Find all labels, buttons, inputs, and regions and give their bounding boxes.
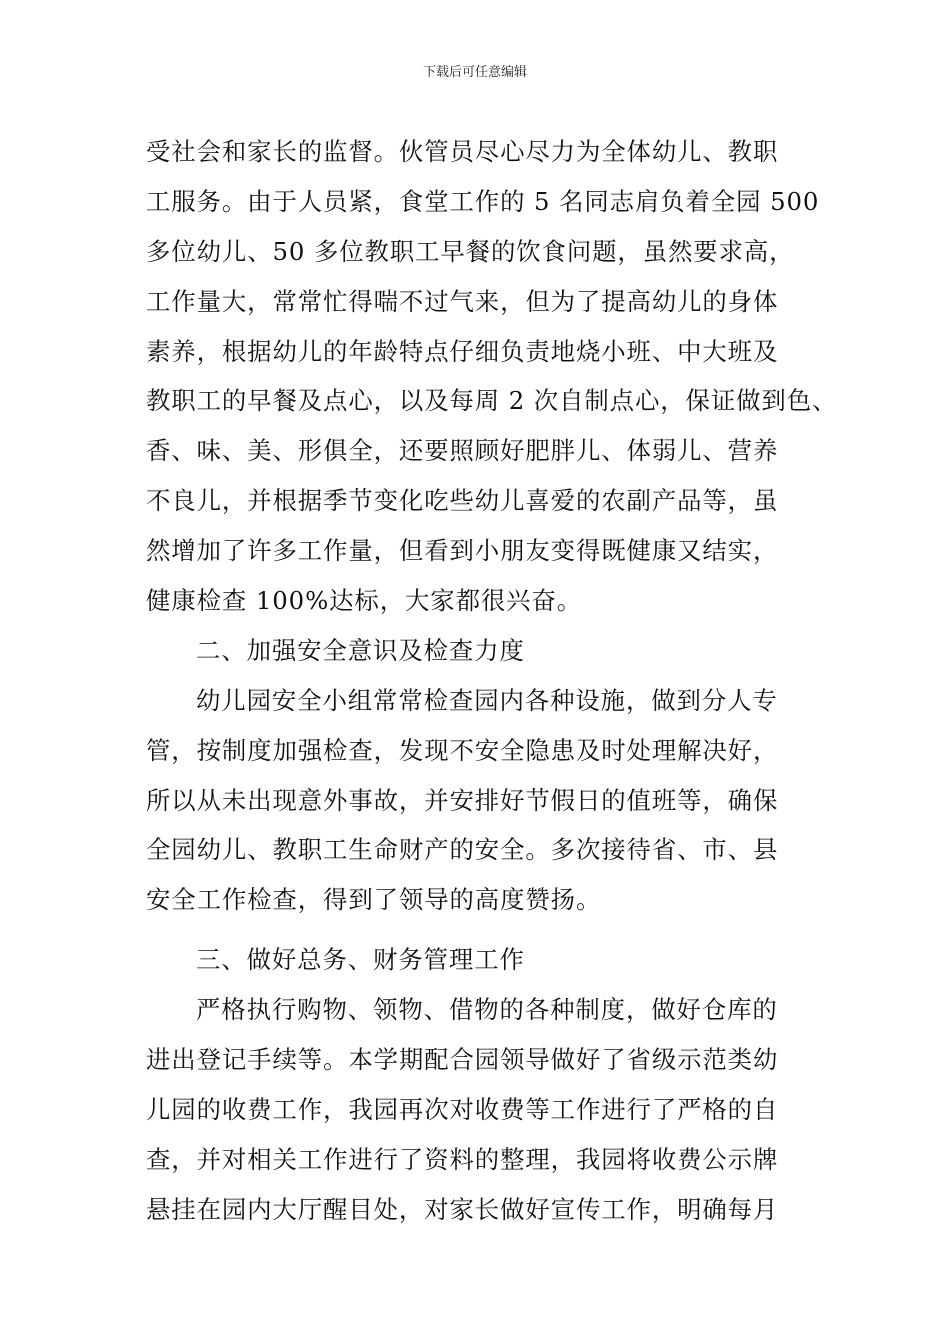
paragraph-line: 素养，根据幼儿的年龄特点仔细负责地烧小班、中大班及 (146, 336, 779, 366)
paragraph-line: 所以从未出现意外事故，并安排好节假日的值班等，确保 (146, 785, 779, 815)
page-header-note: 下载后可任意编辑 (422, 65, 527, 80)
paragraph-line: 工作量大，常常忙得喘不过气来，但为了提高幼儿的身体 (146, 286, 779, 316)
paragraph-line: 多位幼儿、50 多位教职工早餐的饮食问题，虽然要求高， (146, 236, 795, 266)
paragraph-line: 进出登记手续等。本学期配合园领导做好了省级示范类幼 (146, 1045, 779, 1075)
section-heading: 三、做好总务、财务管理工作 (196, 945, 525, 975)
paragraph-line: 健康检查 100%达标，大家都很兴奋。 (146, 586, 583, 616)
paragraph-line: 幼儿园安全小组常常检查园内各种设施，做到分人专 (196, 685, 778, 715)
document-body (146, 127, 838, 1235)
paragraph-line: 严格执行购物、领物、借物的各种制度，做好仓库的 (196, 995, 778, 1025)
paragraph-line: 安全工作检查，得到了领导的高度赞扬。 (146, 885, 602, 915)
paragraph-line: 悬挂在园内大厅醒目处，对家长做好宣传工作，明确每月 (146, 1194, 779, 1224)
paragraph-line: 全园幼儿、教职工生命财产的安全。多次接待省、市、县 (146, 835, 779, 865)
paragraph-line: 受社会和家长的监督。伙管员尽心尽力为全体幼儿、教职 (146, 137, 779, 166)
paragraph-line: 然增加了许多工作量，但看到小朋友变得既健康又结实， (146, 536, 779, 566)
paragraph-line: 查，并对相关工作进行了资料的整理，我园将收费公示牌 (146, 1144, 779, 1174)
section-heading: 二、加强安全意识及检查力度 (196, 635, 525, 665)
paragraph-line: 不良儿，并根据季节变化吃些幼儿喜爱的农副产品等，虽 (146, 486, 779, 516)
paragraph-line: 工服务。由于人员紧，食堂工作的 5 名同志肩负着全园 500 (146, 186, 820, 216)
paragraph-line: 儿园的收费工作，我园再次对收费等工作进行了严格的自 (146, 1094, 779, 1124)
paragraph-line: 教职工的早餐及点心，以及每周 2 次自制点心，保证做到色、 (146, 386, 838, 416)
paragraph-line: 香、味、美、形俱全，还要照顾好肥胖儿、体弱儿、营养 (146, 436, 779, 466)
paragraph-line: 管，按制度加强检查，发现不安全隐患及时处理解决好， (146, 735, 779, 765)
